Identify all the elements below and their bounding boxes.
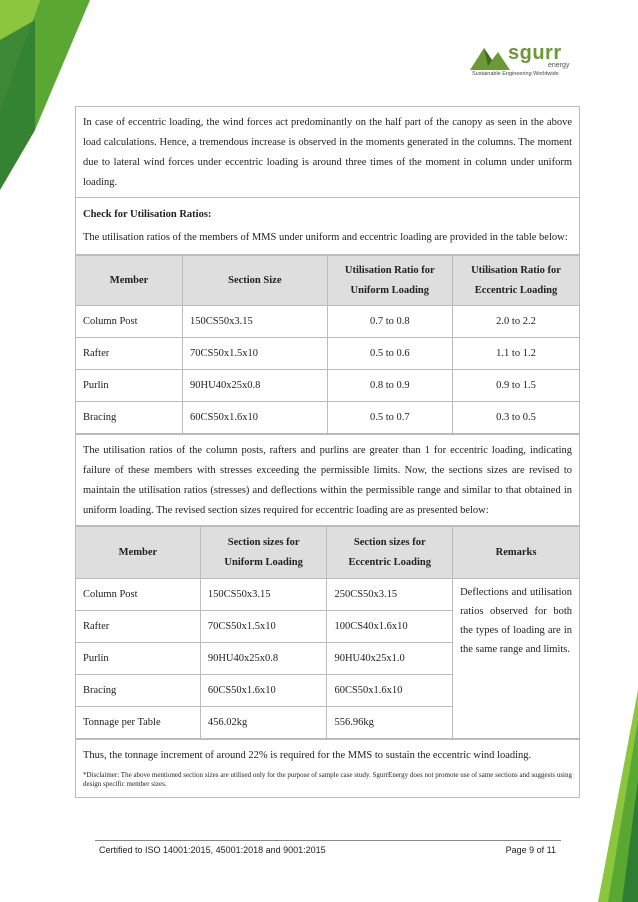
column-header: Section Size [183, 256, 328, 306]
remarks-cell: Deflections and utilisation ratios observed for both the types of loading are in the same range and limits. [453, 579, 579, 739]
conclusion-block [76, 739, 579, 797]
table-cell: 0.9 to 1.5 [453, 370, 579, 402]
table-cell: 1.1 to 1.2 [453, 338, 579, 370]
table-cell: 90HU40x25x1.0 [327, 643, 453, 675]
table-header-row [76, 256, 579, 306]
table-cell: Rafter [76, 611, 200, 643]
table-cell: 0.7 to 0.8 [327, 306, 452, 338]
revised-sections-table [76, 526, 579, 739]
table-cell: 70CS50x1.5x10 [200, 611, 327, 643]
table-cell: 0.3 to 0.5 [453, 402, 579, 434]
footer-divider [95, 840, 561, 841]
table-cell: Rafter [76, 338, 183, 370]
logo-tagline: Sustainable Engineering Worldwide [472, 71, 559, 77]
conclusion-text: Thus, the tonnage increment of around 22% is required for the MMS to sustain the eccentric wind loading. [83, 750, 532, 761]
column-header: Member [76, 256, 183, 306]
table-row [76, 306, 579, 338]
table-cell: 150CS50x3.15 [200, 579, 327, 611]
column-header: Utilisation Ratio for Eccentric Loading [453, 256, 579, 306]
column-header: Utilisation Ratio for Uniform Loading [327, 256, 452, 306]
table-cell: 456.02kg [200, 707, 327, 739]
table-row [76, 370, 579, 402]
table-cell: 70CS50x1.5x10 [183, 338, 328, 370]
column-header: Section sizes for Eccentric Loading [327, 527, 453, 579]
table-cell: 90HU40x25x0.8 [183, 370, 328, 402]
intro-paragraph: In case of eccentric loading, the wind forces act predominantly on the half part of the canopy as seen in the above load calculations. Hence, a tremendous increase is observed in the moments generated in the columns. The moment due to lateral wind forces under eccentric loading is around three times of the moment in column under uniform loading. [76, 107, 579, 198]
table-header-row [76, 527, 579, 579]
column-header: Remarks [453, 527, 579, 579]
logo-wordmark: sgurr [508, 42, 562, 64]
table-cell: Column Post [76, 579, 200, 611]
table-cell: Bracing [76, 402, 183, 434]
section-intro-text: The utilisation ratios of the members of MMS under uniform and eccentric loading are provided in the table below: [83, 232, 568, 243]
disclaimer-text: *Disclaimer: The above mentioned section sizes are utilised only for the purpose of sample case study. SgurrEnergy does not promote use of same sections and suggests using design specific member sizes. [83, 771, 572, 788]
table-row [76, 402, 579, 434]
right-green-decoration [598, 690, 638, 902]
document-content [75, 106, 580, 798]
table-cell: Purlin [76, 643, 200, 675]
table-cell: 0.5 to 0.7 [327, 402, 452, 434]
table-cell: Tonnage per Table [76, 707, 200, 739]
table-cell: 0.5 to 0.6 [327, 338, 452, 370]
table-cell: 100CS40x1.6x10 [327, 611, 453, 643]
page-number: Page 9 of 11 [505, 845, 556, 855]
footer-certification: Certified to ISO 14001:2015, 45001:2018 and 9001:2015 [99, 845, 326, 855]
table-cell: Purlin [76, 370, 183, 402]
utilisation-check-section [76, 198, 579, 255]
table-cell: 556.96kg [327, 707, 453, 739]
column-header: Member [76, 527, 200, 579]
section-heading: Check for Utilisation Ratios: [83, 209, 212, 220]
table-row [76, 579, 579, 611]
table-cell: 60CS50x1.6x10 [200, 675, 327, 707]
table-cell: Bracing [76, 675, 200, 707]
table-cell: 250CS50x3.15 [327, 579, 453, 611]
column-header: Section sizes for Uniform Loading [200, 527, 327, 579]
table-cell: 60CS50x1.6x10 [183, 402, 328, 434]
table-cell: 150CS50x3.15 [183, 306, 328, 338]
table-cell: 2.0 to 2.2 [453, 306, 579, 338]
table-cell: 0.8 to 0.9 [327, 370, 452, 402]
utilisation-ratio-table [76, 255, 579, 434]
logo-sub: energy [548, 62, 570, 69]
revision-paragraph: The utilisation ratios of the column posts, rafters and purlins are greater than 1 for eccentric loading, indicating failure of these members with stresses exceeding the permissible limits. Now, the sections sizes are revised to maintain the utilisation ratios (stresses) and deflections within the permissible range and similar to that obtained in uniform loading. The revised section sizes required for eccentric loading are as presented below: [76, 434, 579, 526]
table-cell: 90HU40x25x0.8 [200, 643, 327, 675]
table-cell: Column Post [76, 306, 183, 338]
table-cell: 60CS50x1.6x10 [327, 675, 453, 707]
table-row [76, 338, 579, 370]
